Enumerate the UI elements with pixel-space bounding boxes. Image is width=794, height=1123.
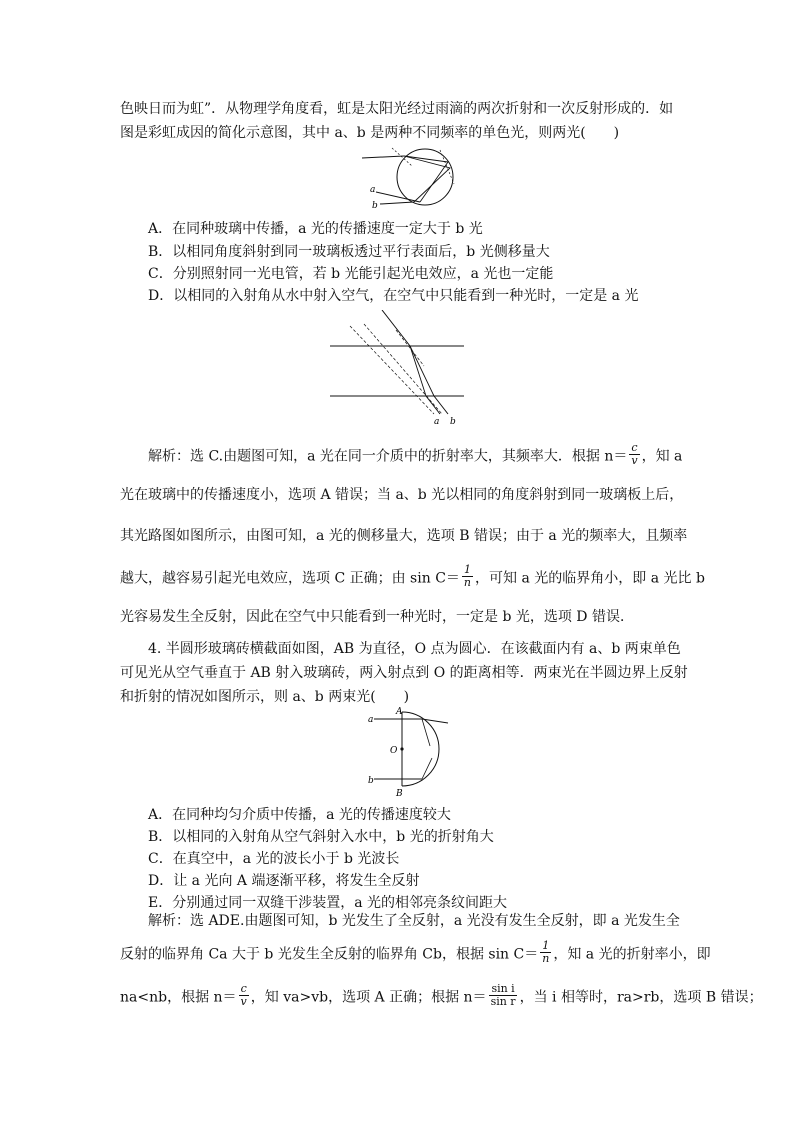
raindrop-circle: [397, 149, 453, 205]
q3-option-a: A．在同种玻璃中传播，a 光的传播速度一定大于 b 光: [148, 221, 483, 237]
frac-num: c: [240, 982, 247, 995]
q4-stem-line-1: 4. 半圆形玻璃砖横截面如图，AB 为直径，O 点为圆心．在该截面内有 a、b 两束单色: [148, 641, 681, 657]
frac-num: 1: [463, 563, 471, 576]
q4-stem-line-2: 可见光从空气垂直于 AB 射入玻璃砖，两入射点到 O 的距离相等．两束光在半圆边界上反射: [120, 665, 688, 681]
frac-den: sin r: [490, 995, 516, 1008]
incident-ray: [362, 156, 404, 158]
ray-b-exit: [380, 202, 414, 204]
fraction-c-over-v: [629, 442, 639, 467]
glass-plate-figure: [330, 310, 470, 428]
q3-option-d: D．以相同的入射角从水中射入空气，在空气中只能看到一种光时，一定是 a 光: [148, 288, 639, 304]
q3-sol-l1-pre: 解析：选 C.由题图可知，a 光在同一介质中的折射率大，其频率大．根据 n＝: [148, 448, 628, 465]
frac-num: c: [631, 441, 638, 454]
dashed-extension-3: [396, 330, 424, 366]
ray-a-in-glass: [410, 346, 426, 396]
fraction-c-over-v: [239, 983, 249, 1008]
q3-sol-l1-post: ，知 a: [641, 448, 683, 465]
label-b: b: [368, 776, 374, 786]
ray-b-exit: [434, 396, 448, 414]
q3-option-b: B．以相同角度斜射到同一玻璃板透过平行表面后，b 光侧移量大: [148, 244, 550, 260]
q4-option-e: E．分别通过同一双缝干涉装置，a 光的相邻亮条纹间距大: [148, 895, 508, 911]
q3-sol-l4-post: ，可知 a 光的临界角小，即 a 光比 b: [475, 570, 705, 587]
q4-stem-line-3: 和折射的情况如图所示，则 a、b 两束光( ): [120, 689, 410, 705]
q4-option-b: B．以相同的入射角从空气斜射入水中，b 光的折射角大: [148, 829, 494, 845]
q3-solution-line-2: 光在玻璃中的传播速度小，选项 A 错误；当 a、b 光以相同的角度斜射到同一玻璃板上后，: [120, 487, 684, 503]
intro-line-2: 图是彩虹成因的简化示意图，其中 a、b 是两种不同频率的单色光，则两光( ): [120, 125, 620, 141]
incident-ray: [382, 310, 410, 346]
ray-b-in-glass: [410, 346, 434, 396]
label-a: a: [434, 417, 440, 427]
frac-den: v: [240, 995, 247, 1008]
q3-solution-line-4: [120, 563, 705, 591]
label-b: b: [372, 201, 378, 211]
q3-solution-line-5: 光容易发生全反射，因此在空气中只能看到一种光时，一定是 b 光，选项 D 错误．: [120, 609, 634, 625]
label-a: a: [368, 715, 374, 725]
q4-option-a: A．在同种均匀介质中传播，a 光的传播速度较大: [148, 807, 451, 823]
q3-sol-l4-pre: 越大，越容易引起光电效应，选项 C 正确；由 sin C＝: [120, 570, 460, 587]
frac-den: n: [542, 952, 550, 965]
q4-option-c: C．在真空中，a 光的波长小于 b 光波长: [148, 851, 400, 867]
ray-a-exit: [426, 396, 440, 414]
q4-sol-l3-a: na<nb，根据 n＝: [120, 989, 237, 1006]
center-point-O: [400, 747, 403, 750]
q4-solution-line-1: 解析：选 ADE.由题图可知，b 光发生了全反射，a 光没有发生全反射，即 a 光发生全: [148, 913, 680, 929]
q4-sol-l2-pre: 反射的临界角 Ca 大于 b 光发生全反射的临界角 Cb，根据 sin C＝: [120, 946, 539, 963]
intro-line-1: 色映日而为虹”．从物理学角度看，虹是太阳光经过雨滴的两次折射和一次反射形成的．如: [120, 101, 674, 117]
q3-solution-line-1: [148, 441, 683, 469]
ray-a-exit: [376, 192, 420, 202]
q4-solution-line-3: [120, 982, 763, 1010]
frac-num: 1: [542, 939, 550, 952]
ray-a-path: [404, 156, 448, 202]
q4-sol-l3-b: ，知 va>vb，选项 A 正确；根据 n＝: [250, 989, 487, 1006]
label-O: O: [390, 746, 398, 756]
fraction-1-over-n: [540, 940, 551, 965]
fraction-1-over-n: [462, 564, 473, 589]
frac-den: v: [631, 454, 638, 467]
label-a: a: [370, 185, 376, 195]
ray-b-path: [404, 156, 450, 202]
semicircle-glass-figure: [368, 706, 462, 798]
q4-option-d: D．让 a 光向 A 端逐渐平移，将发生全反射: [148, 873, 420, 889]
label-b: b: [450, 417, 456, 427]
semicircle-arc: [402, 712, 439, 786]
rainbow-raindrop-figure: [362, 144, 462, 214]
q3-option-c: C．分别照射同一光电管，若 b 光能引起光电效应，a 光也一定能: [148, 266, 554, 282]
label-A: A: [396, 707, 403, 717]
fraction-sin-i-over-sin-r: [489, 983, 518, 1008]
label-B: B: [396, 789, 403, 798]
q3-solution-line-3: 其光路图如图所示，由图可知，a 光的侧移量大，选项 B 错误；由于 a 光的频率大，且频率: [120, 528, 688, 544]
q4-solution-line-2: [120, 939, 711, 967]
q4-sol-l3-c: ，当 i 相等时，ra>rb，选项 B 错误；: [519, 989, 763, 1006]
frac-num: sin i: [491, 982, 515, 995]
q4-sol-l2-post: ，知 a 光的折射率小，即: [553, 946, 711, 963]
frac-den: n: [463, 576, 471, 589]
